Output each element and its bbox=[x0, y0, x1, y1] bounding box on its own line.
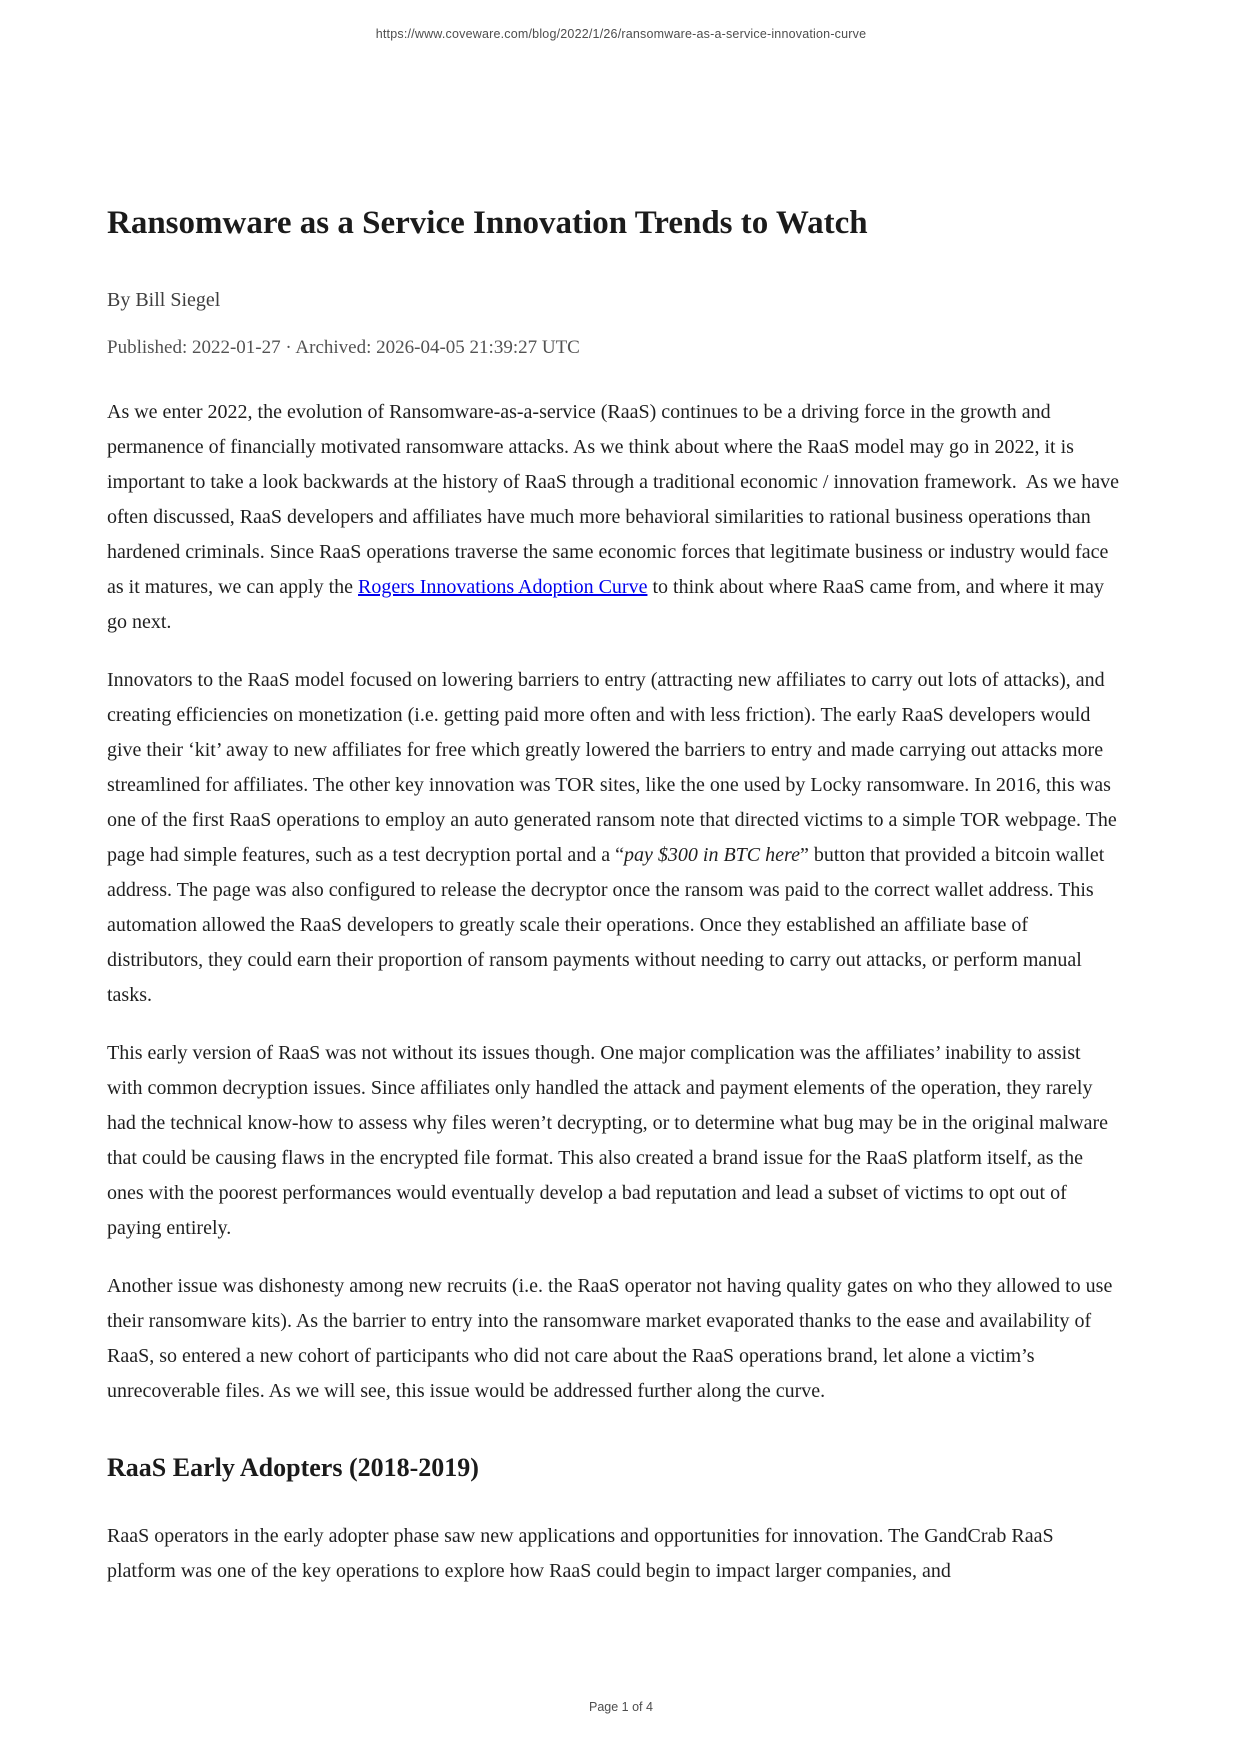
byline: By Bill Siegel bbox=[107, 288, 221, 311]
paragraph bbox=[107, 395, 1121, 640]
page-title: Ransomware as a Service Innovation Trends to Watch bbox=[107, 205, 868, 241]
article bbox=[107, 0, 1121, 1612]
text-run: Another issue was dishonesty among new recruits (i.e. the RaaS operator not having quality gates on who they allowed to use their ransomware kits). As the barrier to entry into the ransomware market evaporated thanks to the ease and availability of RaaS, so entered a new cohort of participants who did not care about the RaaS operations brand, let alone a victim’s unrecoverable files. As we will see, this issue would be addressed further along the curve. bbox=[107, 1274, 1113, 1402]
text-run: to think about where RaaS came from, and where it may go next. bbox=[107, 575, 1104, 633]
text-run: As we enter 2022, the evolution of Ransomware-as-a-service (RaaS) continues to be a driving force in the growth and permanence of financially motivated ransomware attacks. As we think about where the RaaS model may go in 2022, it is important to take a look backwards at the history of RaaS through a traditional economic / innovation framework. As we have often discussed, RaaS developers and affiliates have much more behavioral similarities to rational business operations than hardened criminals. Since RaaS operations traverse the same economic forces that legitimate business or industry would face as it matures, we can apply the bbox=[107, 400, 1119, 598]
text-run: Innovators to the RaaS model focused on lowering barriers to entry (attracting new affiliates to carry out lots of attacks), and creating efficiencies on monetization (i.e. getting paid more often and with less friction). The early RaaS developers would give their ‘kit’ away to new affiliates for free which greatly lowered the barriers to entry and made carrying out attacks more streamlined for affiliates. The other key innovation was TOR sites, like the one used by Locky ransomware. In 2016, this was one of the first RaaS operations to employ an auto generated ransom note that directed victims to a simple TOR webpage. The page had simple features, such as a test decryption portal and a “ bbox=[107, 668, 1117, 866]
rogers-innovations-adoption-curve-link[interactable]: Rogers Innovations Adoption Curve bbox=[358, 575, 648, 598]
text-run: RaaS operators in the early adopter phase saw new applications and opportunities for innovation. The GandCrab RaaS platform was one of the key operations to explore how RaaS could begin to impact larger companies, and bbox=[107, 1524, 1054, 1582]
paragraph bbox=[107, 1519, 1121, 1589]
text-run: This early version of RaaS was not without its issues though. One major complication was the affiliates’ inability to assist with common decryption issues. Since affiliates only handled the attack and payment elements of the operation, they rarely had the technical know-how to assess why files weren’t decrypting, or to determine what bug may be in the original malware that could be causing flaws in the encrypted file format. This also created a brand issue for the RaaS platform itself, as the ones with the poorest performances would eventually develop a bad reputation and lead a subset of victims to opt out of paying entirely. bbox=[107, 1041, 1109, 1239]
section-heading: RaaS Early Adopters (2018-2019) bbox=[107, 1452, 479, 1482]
paragraph bbox=[107, 1036, 1121, 1246]
text-run: ” button that provided a bitcoin wallet address. The page was also configured to release the decryptor once the ransom was paid to the correct wallet address. This automation allowed the RaaS developers to greatly scale their operations. Once they established an affiliate base of distributors, they could earn their proportion of ransom payments without needing to carry out attacks, or perform manual tasks. bbox=[107, 843, 1105, 1006]
published-archived-meta: Published: 2022-01-27 · Archived: 2026-04-05 21:39:27 UTC bbox=[107, 336, 580, 358]
paragraph bbox=[107, 1269, 1121, 1409]
print-header-url: https://www.coveware.com/blog/2022/1/26/ransomware-as-a-service-innovation-curve bbox=[375, 27, 867, 41]
emphasized-text: pay $300 in BTC here bbox=[624, 843, 800, 866]
article-body bbox=[107, 395, 1121, 1589]
print-footer-page-number: Page 1 of 4 bbox=[589, 1700, 653, 1714]
paragraph bbox=[107, 663, 1121, 1013]
